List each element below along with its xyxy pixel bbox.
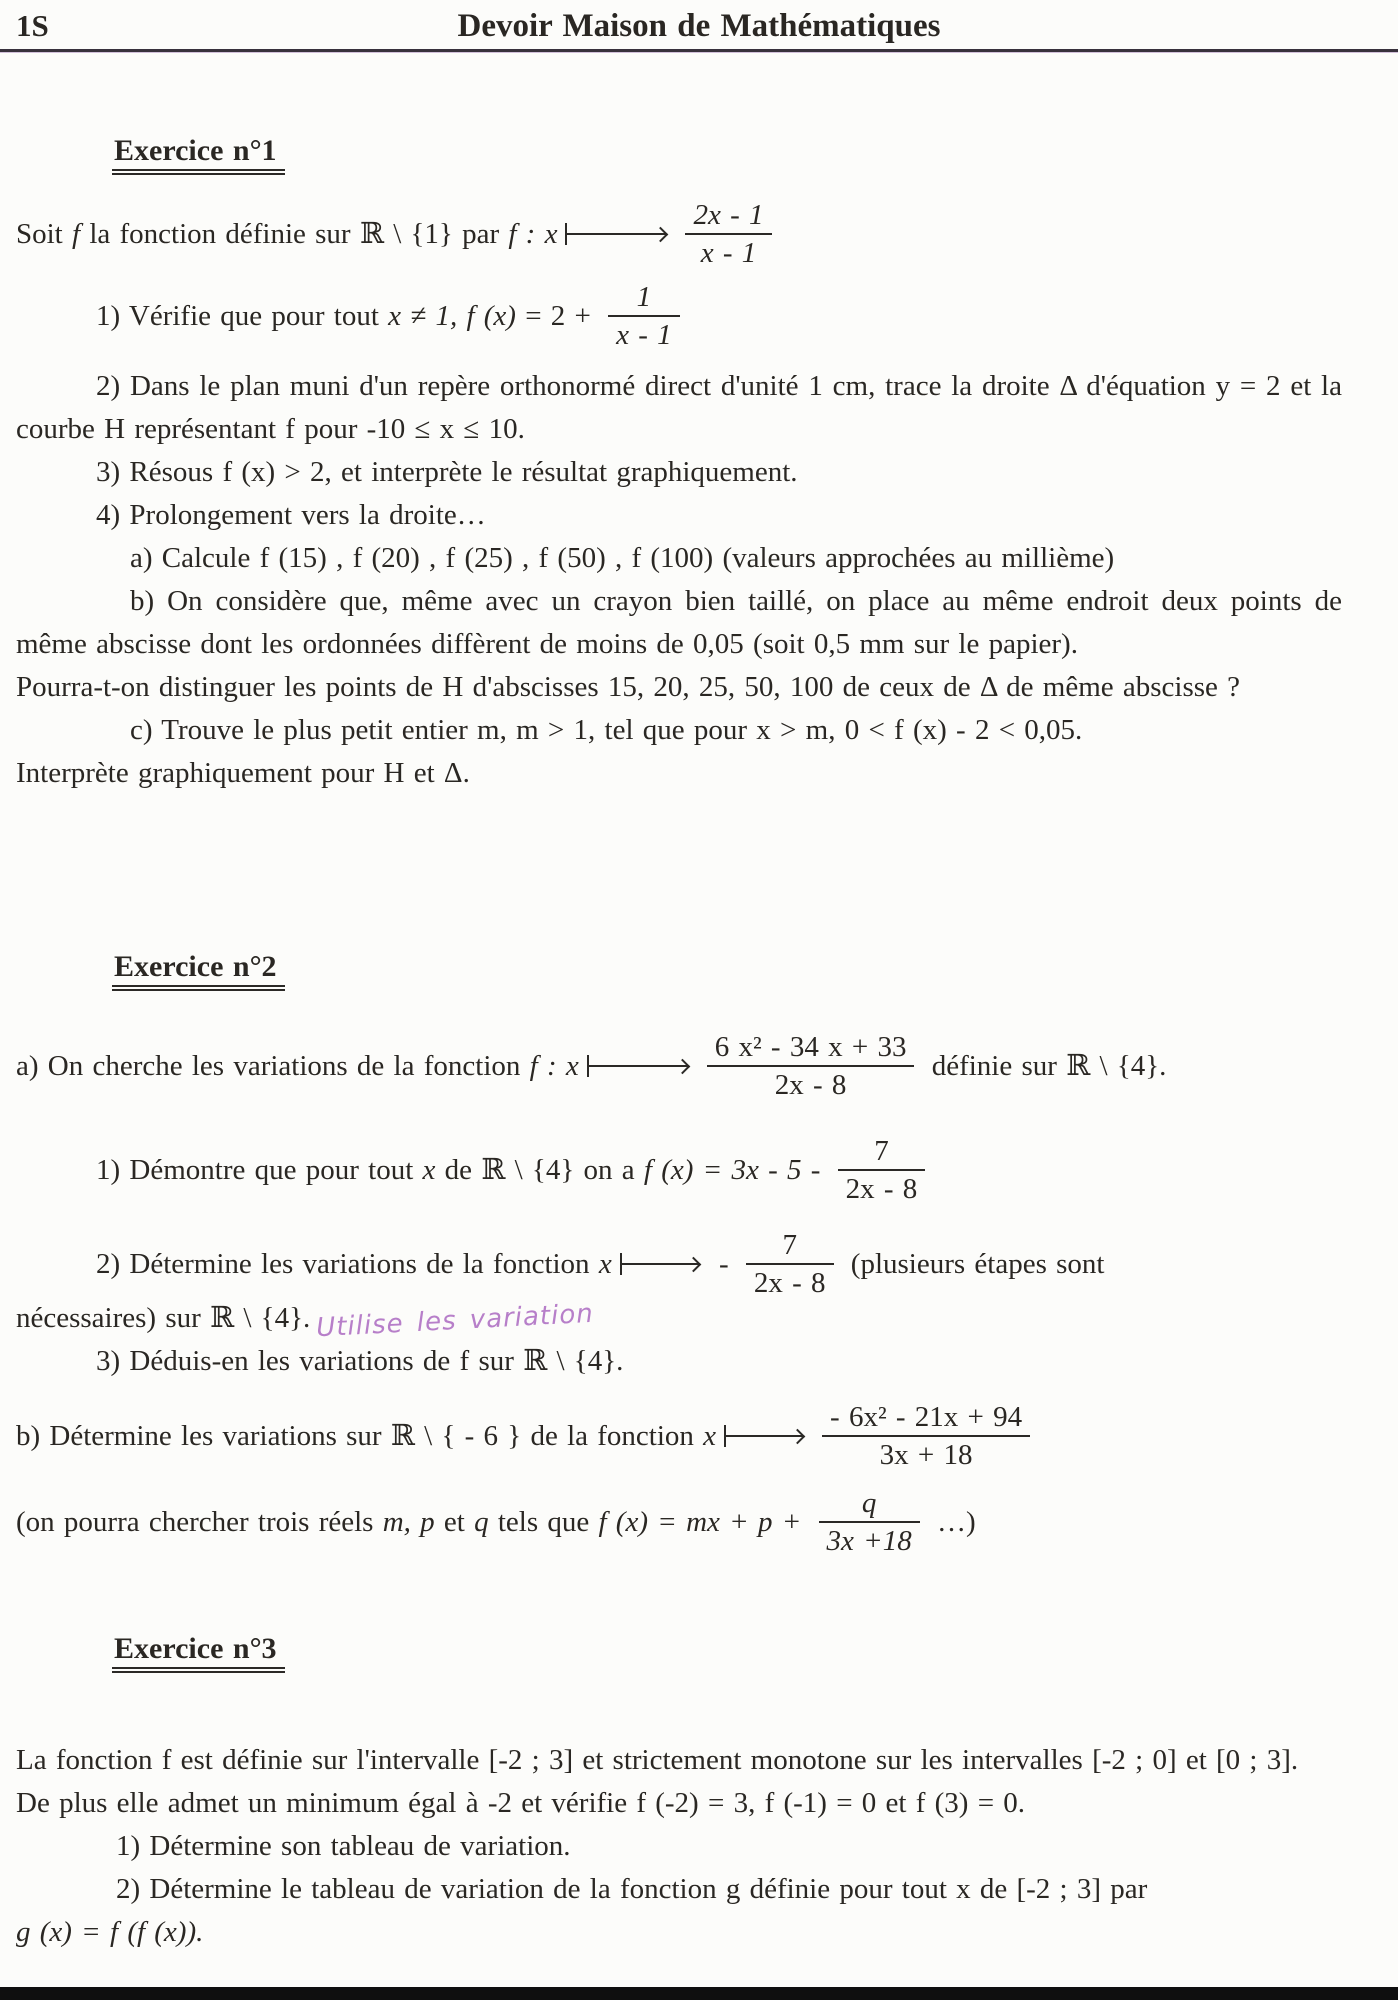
- variable: f (x) = mx + p +: [598, 1505, 811, 1538]
- variable: x: [422, 1153, 436, 1186]
- ex1-question-1: [16, 277, 1342, 355]
- ex2-question-1: [16, 1131, 1342, 1209]
- ex1-question-4b: b) On considère que, même avec un crayon bien taillé, on place au même endroit deux points de même abscisse dont les ordonnées diffèrent de moins de 0,05 (soit 0,5 mm sur le papier).: [16, 585, 1342, 660]
- text: 1) Démontre que pour tout: [96, 1153, 423, 1186]
- fraction-numerator: 6 x² - 34 x + 33: [714, 1030, 907, 1063]
- text: 1) Vérifie que pour tout: [96, 299, 389, 332]
- fraction-numerator: 7: [782, 1228, 797, 1261]
- handwritten-annotation: Utilise les variation: [315, 1298, 595, 1344]
- text: (on pourra chercher trois réels: [16, 1505, 383, 1538]
- arrow-head: [790, 1429, 806, 1445]
- exercise-3-section: [0, 1632, 1398, 1954]
- ex3-question-2-formula: [16, 1911, 1342, 1954]
- text: 2) Détermine les variations de la fonction: [96, 1247, 599, 1280]
- exercise-2-heading-row: [16, 950, 1342, 991]
- maps-to-arrow: [587, 1054, 689, 1078]
- exercise-2-heading: Exercice n°2: [112, 950, 285, 991]
- fraction-numerator: 7: [874, 1134, 889, 1167]
- exercise-3-heading: Exercice n°3: [112, 1632, 285, 1673]
- fraction-denominator: 3x + 18: [822, 1435, 1030, 1471]
- header-divider: [0, 49, 1398, 52]
- ex3-question-2: 2) Détermine le tableau de variation de la fonction g définie pour tout x de [-2 ; 3] par: [116, 1873, 1148, 1905]
- exercise-3-heading-row: [16, 1632, 1342, 1673]
- text: nécessaires) sur ℝ \ {4}.: [16, 1302, 311, 1334]
- ex2-question-3: 3) Déduis-en les variations de f sur ℝ \ {4}.: [96, 1345, 624, 1377]
- text: la fonction définie sur ℝ \ {1} par: [80, 217, 509, 250]
- fraction-denominator: 3x +18: [819, 1521, 920, 1557]
- ex2-part-a-line: [16, 1027, 1342, 1105]
- text: (plusieurs étapes sont: [841, 1247, 1105, 1280]
- formula: g (x) = f (f (x)).: [16, 1916, 204, 1948]
- variable: f : x: [508, 217, 558, 250]
- ex1-intro-line: [16, 195, 1342, 273]
- ex1-question-4c-continued: Interprète graphiquement pour H et Δ.: [16, 757, 470, 789]
- text: b) Détermine les variations sur ℝ \ { - 6 } de la fonction: [16, 1419, 704, 1452]
- fraction-denominator: 2x - 8: [746, 1263, 834, 1299]
- ex1-question-2: 2) Dans le plan muni d'un repère orthonormé direct d'unité 1 cm, trace la droite Δ d'équation y = 2 et la courbe H représentant f pour -10 ≤ x ≤ 10.: [16, 370, 1342, 445]
- ex3-intro: La fonction f est définie sur l'intervalle [-2 ; 3] et strictement monotone sur les intervalles [-2 ; 0] et [0 ; 3].: [16, 1744, 1299, 1776]
- text: …): [927, 1505, 976, 1538]
- page-title: Devoir Maison de Mathématiques: [457, 8, 941, 44]
- scan-edge-bar: [0, 1987, 1398, 2000]
- ex2-hint-line: [16, 1483, 1342, 1561]
- variable: f: [72, 217, 81, 250]
- fraction-numerator: q: [861, 1486, 877, 1519]
- fraction-numerator: - 6x² - 21x + 94: [830, 1400, 1023, 1433]
- variable: x: [598, 1247, 612, 1280]
- text: -: [709, 1247, 738, 1280]
- maps-to-arrow: [565, 222, 667, 246]
- fraction-denominator: 2x - 8: [707, 1065, 915, 1101]
- fraction: [608, 281, 680, 352]
- fraction: [685, 199, 771, 270]
- fraction-numerator: 1: [636, 280, 652, 313]
- fraction-numerator: 2x - 1: [693, 198, 764, 231]
- text: définie sur ℝ \ {4}.: [922, 1049, 1167, 1082]
- ex1-question-4c: c) Trouve le plus petit entier m, m > 1, tel que pour x > m, 0 < f (x) - 2 < 0,05.: [130, 714, 1083, 746]
- ex1-question-4: 4) Prolongement vers la droite…: [96, 499, 486, 531]
- ex1-question-4a: a) Calcule f (15) , f (20) , f (25) , f (50) , f (100) (valeurs approchées au millième): [130, 542, 1115, 574]
- fraction: [819, 1487, 920, 1558]
- fraction: [822, 1401, 1030, 1472]
- variable: f : x: [529, 1049, 579, 1082]
- arrow-head: [685, 1257, 701, 1273]
- page-header: [0, 0, 1398, 52]
- exercise-1-section: [0, 134, 1398, 795]
- text: de ℝ \ {4} on a: [435, 1153, 644, 1186]
- variable: x: [703, 1419, 717, 1452]
- exercise-1-heading: Exercice n°1: [112, 134, 285, 175]
- variable: q: [474, 1505, 489, 1538]
- maps-to-arrow: [620, 1252, 700, 1276]
- ex2-part-b-line: [16, 1397, 1342, 1475]
- ex3-conditions: De plus elle admet un minimum égal à -2 et vérifie f (-2) = 3, f (-1) = 0 et f (3) = 0.: [16, 1787, 1026, 1819]
- class-level-label: 1S: [16, 8, 49, 43]
- arrow-head: [653, 227, 669, 243]
- ex1-question-4b-continued: Pourra-t-on distinguer les points de H d'abscisses 15, 20, 25, 50, 100 de ceux de Δ de même abscisse ?: [16, 671, 1241, 703]
- fraction-denominator: x - 1: [685, 233, 771, 269]
- text: tels que: [488, 1505, 599, 1538]
- ex1-question-3: 3) Résous f (x) > 2, et interprète le résultat graphiquement.: [96, 456, 798, 488]
- ex2-question-2: [16, 1225, 1342, 1303]
- variable: x ≠ 1, f (x): [388, 299, 516, 332]
- exercise-1-heading-row: [16, 134, 1342, 175]
- text: et: [434, 1505, 475, 1538]
- fraction: [838, 1135, 926, 1206]
- fraction-denominator: 2x - 8: [838, 1169, 926, 1205]
- ex2-question-2-continued: [16, 1297, 1342, 1344]
- fraction-denominator: x - 1: [608, 315, 680, 351]
- text: a) On cherche les variations de la fonction: [16, 1049, 530, 1082]
- exercise-2-section: [0, 950, 1398, 1561]
- maps-to-arrow: [724, 1424, 804, 1448]
- text: Soit: [16, 217, 72, 250]
- text: = 2 +: [515, 299, 601, 332]
- fraction: [746, 1229, 834, 1300]
- ex3-question-1: 1) Détermine son tableau de variation.: [116, 1830, 571, 1862]
- variable: m, p: [382, 1505, 435, 1538]
- arrow-head: [674, 1059, 690, 1075]
- variable: f (x) = 3x - 5 -: [643, 1153, 830, 1186]
- fraction: [707, 1031, 915, 1102]
